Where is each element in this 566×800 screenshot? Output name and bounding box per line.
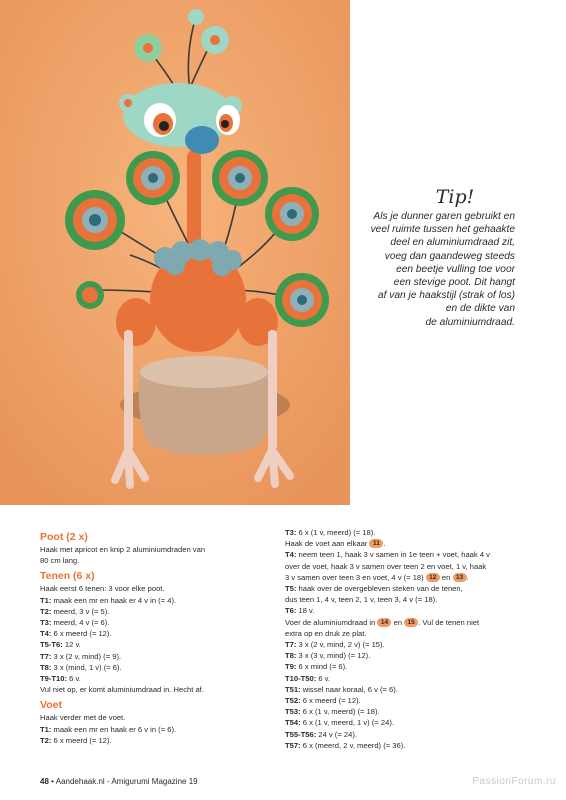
round-row [285,684,530,695]
instruction-text: Haak de voet aan elkaar [285,539,368,549]
round-text: wissel naar koraal, 6 v (= 6). [300,684,398,694]
round-row [40,606,275,617]
round-label: T52: [285,696,301,706]
instruction-text: en [441,572,451,582]
round-text: haak over de overgebleven steken van de tenen, [296,584,463,594]
tip-line: een stevige poot. Dit hangt [393,277,515,289]
round-text: meerd, 3 v (= 5). [51,606,110,616]
round-row [285,549,530,560]
round-row [40,628,275,639]
instruction-line: dus teen 1, 4 v, teen 2, 1 v, teen 3, 4 v (= 18). [285,595,438,605]
step-badge: 15 [404,618,418,627]
instruction-text: Voer de aluminiumdraad in [285,617,376,627]
round-row [285,695,530,706]
round-row [40,651,275,662]
round-row [40,595,275,606]
page-footer [40,777,198,786]
tip-line: een beetje vulling toe voor [396,263,515,275]
round-row [285,639,530,650]
round-label: T9-T10: [40,674,68,684]
round-row [40,639,275,650]
tip-line: en de dikte van [445,303,515,315]
round-label: T1: [40,595,52,605]
round-label: T7: [40,651,52,661]
instruction-line: 3 v samen over teen 3 en voet, 4 v (= 18) 12 en 13 . [285,572,469,582]
round-label: T54: [285,718,301,728]
round-text: 3 x (2 v, mind, 2 v) (= 15). [296,640,385,650]
tip-title: Tip! [435,186,475,208]
step-badge: 11 [369,539,383,548]
round-row [285,673,530,684]
round-text: 3 x (2 v, mind) (= 9). [51,651,122,661]
section-heading-poot: Poot (2 x) [40,531,88,543]
round-text: 12 v. [62,640,81,650]
round-text: maak een mr en haak er 4 v in (= 4). [51,595,177,605]
tip-line: voeg dan gaandeweg steeds [384,250,515,262]
instruction-line: extra op en druk ze plat. [285,628,367,638]
instruction-line: Haak met apricot en knip 2 aluminiumdraden van [40,545,206,554]
instruction-line: Haak de voet aan elkaar 11 . [285,539,386,549]
round-row [40,724,275,735]
step-badge: 13 [453,573,467,582]
instruction-text: en [393,617,403,627]
round-text: 6 v. [316,673,331,683]
round-label: T9: [285,662,297,672]
section-heading-tenen: Tenen (6 x) [40,570,95,583]
right-column [285,527,530,751]
watermark: PassionForum.ru [472,776,556,787]
instruction-line: Vul niet op, er komt aluminiumdraad in. Hecht af. [40,685,204,695]
instruction-text: 3 v samen over teen 3 en voet, 4 v (= 18) [285,572,424,582]
round-label: T10-T50: [285,673,317,683]
round-label: T57: [285,740,301,750]
round-text: 6 x meerd (= 12). [300,696,361,706]
round-label: T6: [285,606,297,616]
round-text: maak een mr en haak er 6 v in (= 6). [51,724,177,734]
round-text: 6 x meerd (= 12). [51,629,112,639]
round-text: 24 v (= 24). [316,729,357,739]
round-text: 6 x (1 v, meerd) (= 18). [296,528,376,537]
peacock-photo [0,0,350,505]
round-row [40,662,275,673]
round-row [285,661,530,672]
round-text: 6 x (meerd, 2 v, meerd) (= 36). [300,740,406,750]
footer-text: Aandehaak.nl - Amigurumi Magazine 19 [55,777,198,786]
page-number: 48 [40,777,49,786]
round-row [285,729,530,740]
round-label: T4: [40,629,52,639]
round-row [285,706,530,717]
round-label: T51: [285,684,301,694]
round-label: T55-T56: [285,729,317,739]
round-text: 6 x mind (= 6). [296,662,348,672]
round-label: T2: [40,735,52,745]
round-text: meerd, 4 v (= 6). [51,618,110,628]
round-text: 6 x (1 v, meerd) (= 18). [300,707,380,717]
step-badge: 12 [426,573,440,582]
instruction-line: Haak verder met de voet. [40,713,126,723]
round-text: 6 v. [67,674,81,684]
step-badge: 14 [377,618,391,627]
tip-text [355,210,515,329]
instruction-line [285,617,530,628]
tip-line: Als je dunner garen gebruikt en [373,211,515,222]
round-label: T4: [285,550,297,560]
instruction-line: over de voet, haak 3 v samen over teen 2 en voet, 1 v, haak [285,561,487,571]
round-label: T2: [40,606,52,616]
round-label: T8: [40,662,52,672]
round-row [285,740,530,751]
round-row [40,617,275,628]
left-column [40,527,275,746]
instruction-line: 80 cm lang. [40,556,80,566]
instruction-line: Haak eerst 6 tenen: 3 voor elke poot. [40,584,165,594]
round-label: T5-T6: [40,640,63,650]
round-label: T8: [285,651,297,661]
round-label: T53: [285,707,301,717]
round-text: 18 v. [296,606,315,616]
round-row [40,735,275,746]
round-text: neem teen 1, haak 3 v samen in 1e teen + voet, haak 4 v [296,550,490,560]
round-text: 3 x (3 v, mind) (= 12). [296,651,371,661]
tip-line: veel ruimte tussen het gehaakte [370,224,515,236]
tip-line: de aluminiumdraad. [425,316,515,328]
round-row [285,605,530,616]
tip-line: af van je haakstijl (strak of los) [377,290,515,302]
round-text: 3 x (mind, 1 v) (= 6). [51,662,122,672]
round-row [285,583,530,594]
round-label: T1: [40,724,52,734]
tip-line: deel en aluminiumdraad zit, [390,237,515,249]
round-row [285,527,530,538]
tip-box [355,186,515,329]
instruction-text: . Vul de tenen niet [418,617,480,627]
round-label: T5: [285,584,297,594]
round-row [285,717,530,728]
round-label: T3: [285,528,297,537]
round-text: 6 x meerd (= 12). [51,735,112,745]
round-label: T3: [40,618,52,628]
section-heading-voet: Voet [40,699,62,712]
round-row [40,673,275,684]
round-row [285,650,530,661]
round-text: 6 x (1 v, meerd, 1 v) (= 24). [300,718,394,728]
round-label: T7: [285,640,297,650]
footer-bullet: • [51,777,54,786]
